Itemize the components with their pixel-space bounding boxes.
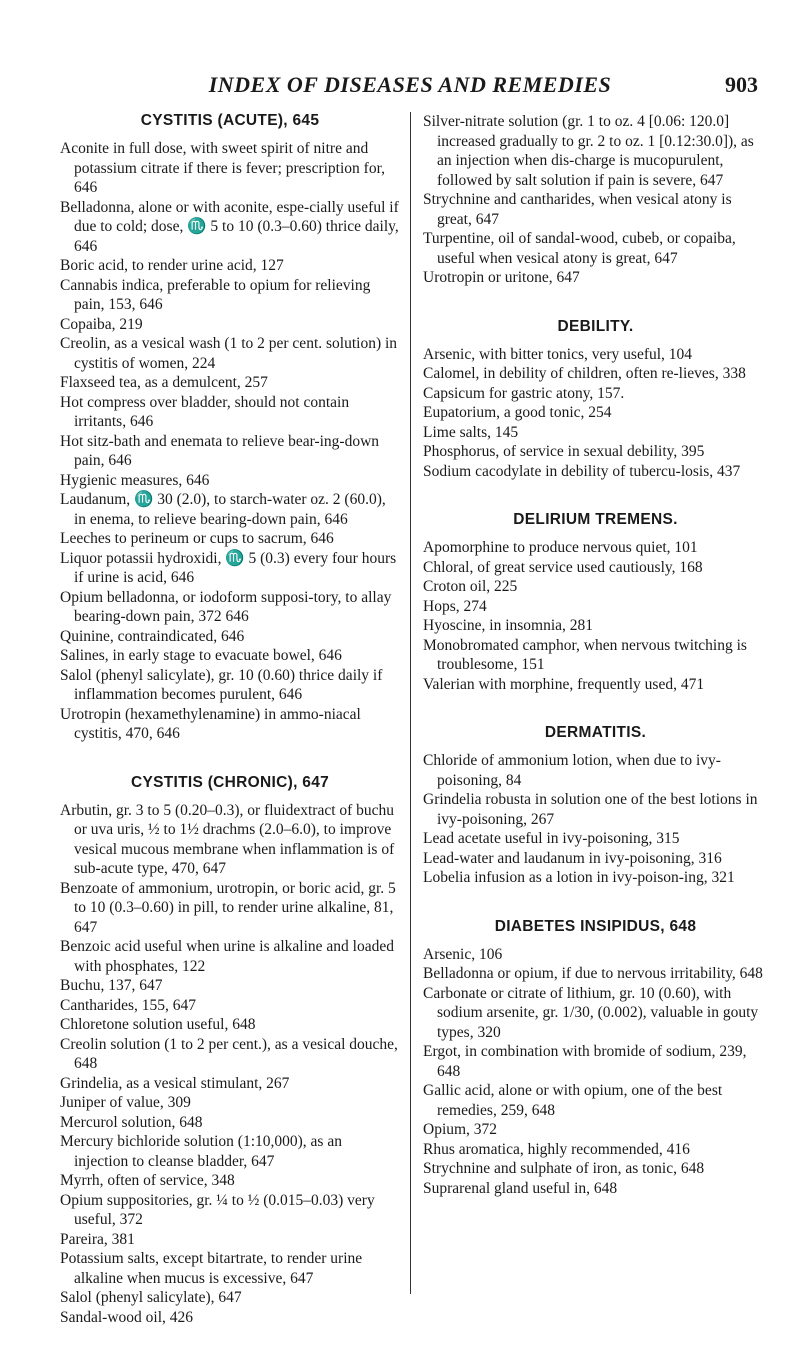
index-entry: Lead-water and laudanum in ivy-poisoning, 316: [423, 849, 722, 867]
index-entry: Copaiba, 219: [60, 315, 143, 333]
index-entry: Opium, 372: [423, 1121, 498, 1138]
index-entry: Liquor potassii hydroxidi, ♏ 5 (0.3) every four hours if urine is acid, 646: [60, 549, 397, 586]
index-entry: Strychnine and sulphate of iron, as tonic, 648: [423, 1160, 705, 1177]
index-entry: Mercurol solution, 648: [60, 1113, 203, 1131]
index-entry: Creolin, as a vesical wash (1 to 2 per cent. solution) in cystitis of women, 224: [60, 335, 398, 372]
index-section: [60, 112, 400, 744]
index-entry: Capsicum for gastric atony, 157.: [423, 384, 625, 402]
index-entry: Sodium cacodylate in debility of tubercu-losis, 437: [423, 462, 741, 480]
index-section: [60, 774, 400, 1328]
index-entry: Gallic acid, alone or with opium, one of the best remedies, 259, 648: [423, 1082, 723, 1119]
index-entry: Salol (phenyl salicylate), 647: [60, 1289, 242, 1306]
section-heading: CYSTITIS (ACUTE), 645: [140, 112, 320, 129]
index-entry: Lead acetate useful in ivy-poisoning, 315: [423, 830, 680, 847]
index-entry: Sandal-wood oil, 426: [60, 1308, 194, 1326]
index-entry: Eupatorium, a good tonic, 254: [423, 404, 612, 421]
index-section: [423, 511, 768, 694]
index-entry: Grindelia, as a vesical stimulant, 267: [60, 1074, 290, 1092]
index-entry: Opium belladonna, or iodoform supposi-tory, to allay bearing-down pain, 372 646: [60, 588, 392, 625]
index-entry: Juniper of value, 309: [60, 1094, 191, 1111]
index-entry: Creolin solution (1 to 2 per cent.), as a vesical douche, 648: [60, 1035, 398, 1072]
index-entry: Salines, in early stage to evacuate bowel, 646: [60, 647, 342, 664]
index-entry: Myrrh, often of service, 348: [60, 1172, 235, 1189]
column-divider: [410, 112, 411, 1294]
index-entry: Suprarenal gland useful in, 648: [423, 1179, 618, 1197]
index-entry: Apomorphine to produce nervous quiet, 101: [423, 539, 698, 556]
index-entry: Flaxseed tea, as a demulcent, 257: [60, 374, 268, 391]
index-entry: Croton oil, 225: [423, 578, 518, 595]
index-entry: Grindelia robusta in solution one of the best lotions in ivy-poisoning, 267: [423, 791, 758, 828]
index-entry: Cantharides, 155, 647: [60, 996, 197, 1014]
index-entry: Rhus aromatica, highly recommended, 416: [423, 1140, 690, 1158]
page-number: 903: [725, 72, 758, 97]
index-entry: Strychnine and cantharides, when vesical atony is great, 647: [423, 191, 732, 228]
index-entry: Urotropin or uritone, 647: [423, 269, 580, 286]
index-section: [423, 318, 768, 482]
index-entry: Phosphorus, of service in sexual debility, 395: [423, 443, 705, 460]
index-entry: Turpentine, oil of sandal-wood, cubeb, or copaiba, useful when vesical atony is great, 647: [423, 230, 736, 267]
index-entry: Lime salts, 145: [423, 423, 519, 441]
index-entry: Mercury bichloride solution (1:10,000), as an injection to cleanse bladder, 647: [60, 1133, 342, 1170]
index-entry: Quinine, contraindicated, 646: [60, 627, 245, 645]
section-heading: CYSTITIS (CHRONIC), 647: [130, 773, 330, 791]
index-entry: Benzoic acid useful when urine is alkaline and loaded with phosphates, 122: [60, 938, 394, 975]
index-entry: Monobromated camphor, when nervous twitching is troublesome, 151: [423, 636, 747, 673]
page-header: [60, 72, 760, 98]
running-title: INDEX OF DISEASES AND REMEDIES: [208, 72, 612, 97]
index-entry: Belladonna or opium, if due to nervous irritability, 648: [423, 965, 763, 982]
index-entry: Benzoate of ammonium, urotropin, or boric acid, gr. 5 to 10 (0.3–0.60) in pill, to render urine alkaline, 81, 647: [60, 879, 396, 936]
section-heading: DIABETES INSIPIDUS, 648: [494, 917, 697, 935]
index-entry: Arsenic, 106: [423, 945, 503, 963]
section-heading: DERMATITIS.: [544, 724, 647, 741]
index-entry: Cannabis indica, preferable to opium for relieving pain, 153, 646: [60, 276, 371, 313]
index-entry: Lobelia infusion as a lotion in ivy-poison-ing, 321: [423, 869, 735, 886]
index-section: [423, 918, 768, 1199]
index-entry: Chloral, of great service used cautiously, 168: [423, 558, 703, 576]
index-entry: Chloretone solution useful, 648: [60, 1016, 256, 1033]
index-entry: Belladonna, alone or with aconite, espe-cially useful if due to cold; dose, ♏ 5 to 10 (0.3–0.60) thrice daily, 646: [60, 198, 399, 255]
index-entry: Arbutin, gr. 3 to 5 (0.20–0.3), or fluidextract of buchu or uva uris, ½ to 1½ drachms (2.0–6.0), to improve vesical mucous membrane when inflammation is of sub-acute type, 470, 647: [60, 801, 395, 877]
index-entry: Laudanum, ♏ 30 (2.0), to starch-water oz. 2 (60.0), in enema, to relieve bearing-down pain, 646: [60, 491, 386, 528]
index-entry: Opium suppositories, gr. ¼ to ½ (0.015–0.03) very useful, 372: [60, 1191, 375, 1228]
index-entry: Arsenic, with bitter tonics, very useful, 104: [423, 345, 693, 363]
index-entry: Aconite in full dose, with sweet spirit of nitre and potassium citrate if there is fever; prescription for, 646: [60, 140, 385, 196]
index-entry: Potassium salts, except bitartrate, to render urine alkaline when mucus is excessive, 647: [60, 1250, 363, 1287]
index-entry: Urotropin (hexamethylenamine) in ammo-niacal cystitis, 470, 646: [60, 705, 361, 742]
index-section: [423, 112, 768, 288]
index-entry: Leeches to perineum or cups to sacrum, 646: [60, 530, 334, 547]
index-entry: Hot sitz-bath and enemata to relieve bear-ing-down pain, 646: [60, 432, 380, 469]
index-entry: Boric acid, to render urine acid, 127: [60, 257, 284, 274]
index-entry: Chloride of ammonium lotion, when due to ivy-poisoning, 84: [423, 752, 721, 789]
left-column: [60, 112, 400, 1357]
index-entry: Hygienic measures, 646: [60, 471, 210, 489]
index-entry: Valerian with morphine, frequently used, 471: [423, 675, 705, 693]
index-entry: Carbonate or citrate of lithium, gr. 10 (0.60), with sodium arsenite, gr. 1/30, (0.002), valuable in gouty types, 320: [423, 984, 759, 1041]
index-entry: Salol (phenyl salicylate), gr. 10 (0.60) thrice daily if inflammation becomes purulent, 646: [60, 666, 383, 703]
index-entry: Silver-nitrate solution (gr. 1 to oz. 4 [0.06: 120.0] increased gradually to gr. 2 to oz. 1 [0.12:30.0]), as an injection when dis-charge is mucopurulent, followed by salt solution if pain is severe, 647: [423, 113, 754, 189]
right-column: [423, 112, 768, 1228]
section-heading: DELIRIUM TREMENS.: [513, 511, 678, 528]
index-entry: Hyoscine, in insomnia, 281: [423, 617, 594, 634]
index-entry: Hops, 274: [423, 597, 487, 615]
index-entry: Hot compress over bladder, should not contain irritants, 646: [60, 393, 350, 430]
section-heading: DEBILITY.: [557, 317, 634, 335]
index-entry: Pareira, 381: [60, 1230, 135, 1248]
index-entry: Calomel, in debility of children, often re-lieves, 338: [423, 365, 746, 382]
index-section: [423, 724, 768, 888]
index-entry: Ergot, in combination with bromide of sodium, 239, 648: [423, 1043, 747, 1080]
index-entry: Buchu, 137, 647: [60, 977, 163, 994]
